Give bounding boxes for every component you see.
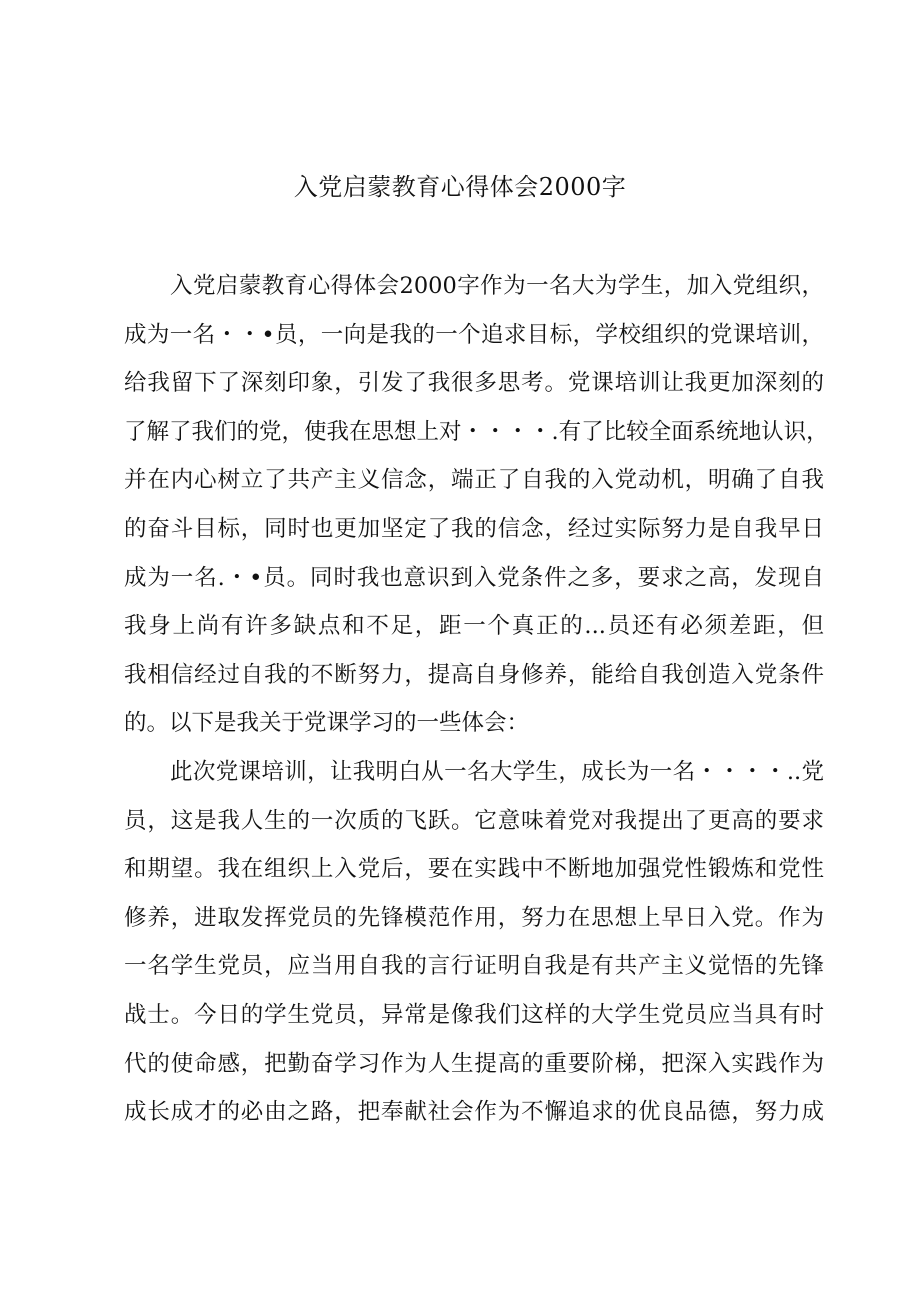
paragraph-1-line: 并在内心树立了共产主义信念，端正了自我的入党动机，明确了自我 bbox=[124, 467, 824, 494]
paragraph-1-line: 给我留下了深刻印象，引发了我很多思考。党课培训让我更加深刻的 bbox=[124, 370, 824, 397]
paragraph-1-line: 成为一名.・•员。同时我也意识到入党条件之多，要求之高，发现自 bbox=[124, 564, 824, 591]
paragraph-2-line: 和期望。我在组织上入党后，要在实践中不断地加强党性锻炼和党性 bbox=[124, 856, 824, 883]
paragraph-1-line: 的奋斗目标，同时也更加坚定了我的信念，经过实际努力是自我早日 bbox=[124, 515, 824, 542]
paragraph-2-line: 战士。今日的学生党员，异常是像我们这样的大学生党员应当具有时 bbox=[124, 1001, 824, 1028]
document-body bbox=[124, 262, 829, 1137]
paragraph-1-line: 了解了我们的党，使我在思想上对・・・・.有了比较全面系统地认识， bbox=[124, 418, 829, 445]
paragraph-1-line: 的。以下是我关于党课学习的一些体会： bbox=[124, 710, 530, 737]
paragraph-2-line: 一名学生党员，应当用自我的言行证明自我是有共产主义觉悟的先锋 bbox=[124, 953, 824, 980]
paragraph-1-line: 我相信经过自我的不断努力，提高自身修养，能给自我创造入党条件 bbox=[124, 661, 824, 688]
paragraph-2-line: 成长成才的必由之路，把奉献社会作为不懈追求的优良品德，努力成 bbox=[124, 1099, 824, 1126]
paragraph-2-line: 修养，进取发挥党员的先锋模范作用，努力在思想上早日入党。作为 bbox=[124, 904, 824, 931]
paragraph-1-line: 成为一名・・•员，一向是我的一个追求目标，学校组织的党课培训， bbox=[124, 321, 824, 348]
paragraph-2-line: 此次党课培训，让我明白从一名大学生，成长为一名・・・・..党 bbox=[170, 758, 824, 785]
document-title: 入党启蒙教育心得体会2000字 bbox=[293, 173, 627, 201]
paragraph-2-line: 员，这是我人生的一次质的飞跃。它意味着党对我提出了更高的要求 bbox=[124, 807, 824, 834]
paragraph-2-line: 代的使命感，把勤奋学习作为人生提高的重要阶梯，把深入实践作为 bbox=[124, 1050, 824, 1077]
paragraph-1-line: 我身上尚有许多缺点和不足，距一个真正的...员还有必须差距，但 bbox=[124, 613, 824, 640]
paragraph-1-line: 入党启蒙教育心得体会2000字作为一名大为学生，加入党组织， bbox=[170, 273, 824, 299]
